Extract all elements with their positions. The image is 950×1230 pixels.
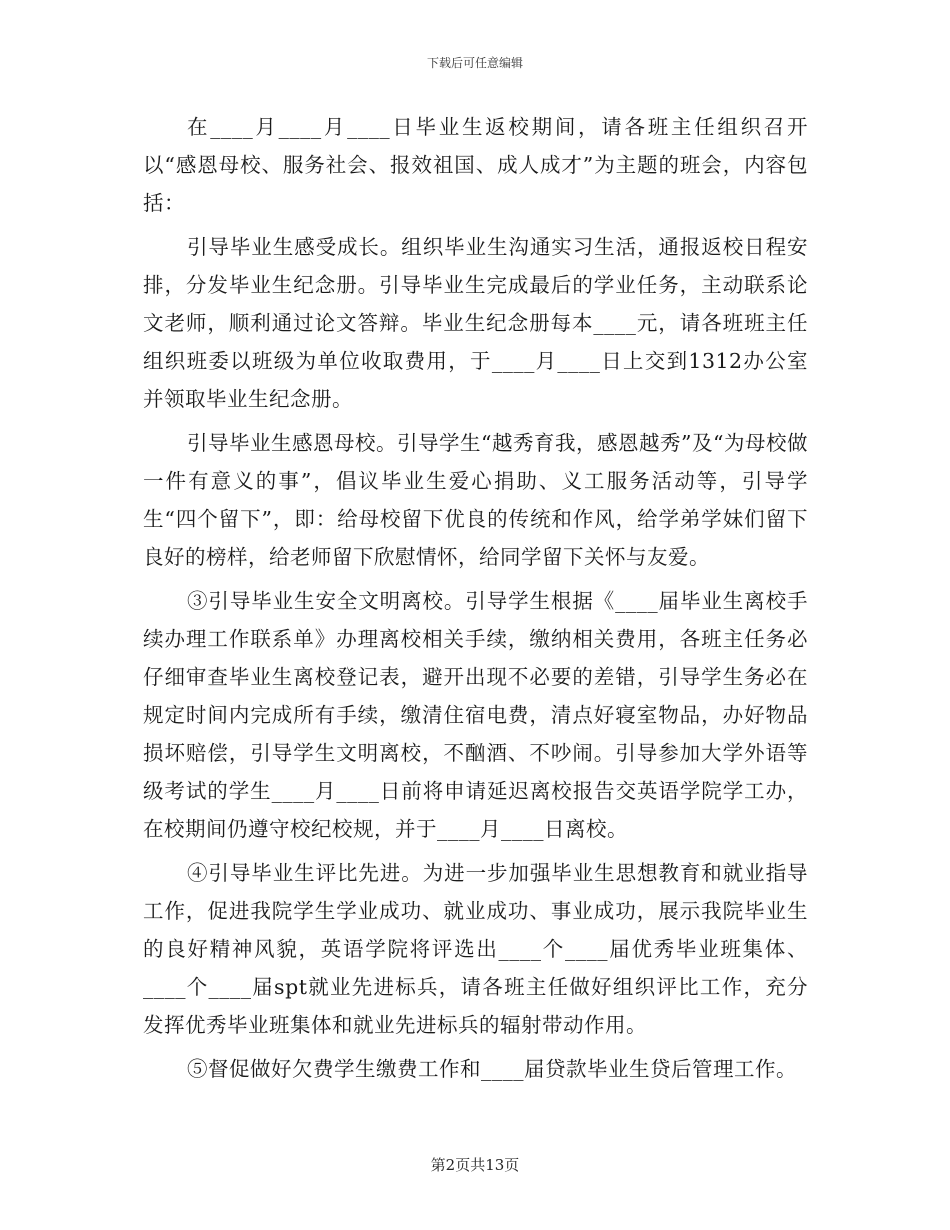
paragraph-2: 引导毕业生感受成长。组织毕业生沟通实习生活，通报返校日程安排，分发毕业生纪念册。引导毕业生完成最后的学业任务，主动联系论文老师，顺利通过论文答辩。毕业生纪念册每本____元，请各班班主任组织班委以班级为单位收取费用，于____月____日上交到1312办公室并领取毕业生纪念册。: [143, 235, 808, 411]
document-body: [143, 108, 808, 1094]
page-header: 下载后可任意编辑: [426, 56, 523, 70]
paragraph-5: ④引导毕业生评比先进。为进一步加强毕业生思想教育和就业指导工作，促进我院学生学业成功、就业成功、事业成功，展示我院毕业生的良好精神风貌，英语学院将评选出____个____届优秀毕业班集体、____个____届spt就业先进标兵，请各班主任做好组织评比工作，充分发挥优秀毕业班集体和就业先进标兵的辐射带动作用。: [143, 861, 808, 1037]
paragraph-3: 引导毕业生感恩母校。引导学生“越秀育我，感恩越秀”及“为母校做一件有意义的事”，倡议毕业生爱心捐助、义工服务活动等，引导学生“四个留下”，即：给母校留下优良的传统和作风，给学弟学妹们留下良好的榜样，给老师留下欣慰情怀，给同学留下关怀与友爱。: [143, 431, 808, 569]
paragraph-1: 在____月____月____日毕业生返校期间，请各班主任组织召开以“感恩母校、服务社会、报效祖国、成人成才”为主题的班会，内容包括：: [143, 115, 808, 215]
paragraph-4: ③引导毕业生安全文明离校。引导学生根据《____届毕业生离校手续办理工作联系单》办理离校相关手续，缴纳相关费用，各班主任务必仔细审查毕业生离校登记表，避开出现不必要的差错，引导学生务必在规定时间内完成所有手续，缴清住宿电费，清点好寝室物品，办好物品损坏赔偿，引导学生文明离校，不酗酒、不吵闹。引导参加大学外语等级考试的学生____月____日前将申请延迟离校报告交英语学院学工办，在校期间仍遵守校纪校规，并于____月____日离校。: [143, 589, 808, 841]
page-footer: 第2页共13页: [430, 1156, 520, 1174]
paragraph-6: ⑤督促做好欠费学生缴费工作和____届贷款毕业生贷后管理工作。: [187, 1057, 797, 1081]
